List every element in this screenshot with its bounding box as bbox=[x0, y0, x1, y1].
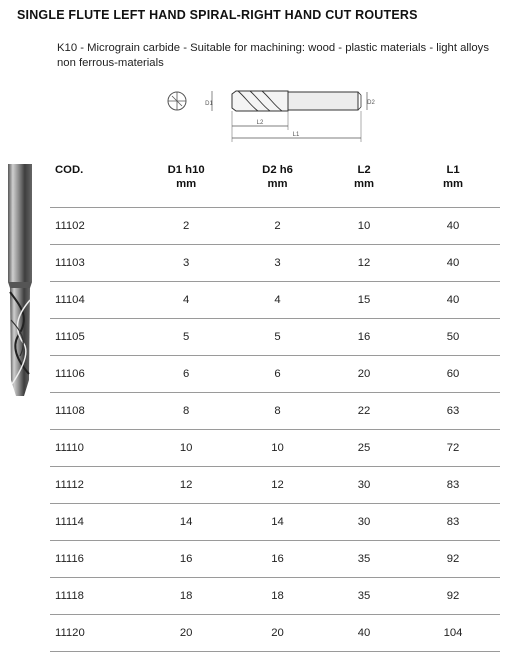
cell-l1: 40 bbox=[406, 282, 500, 319]
cell-l2: 25 bbox=[322, 430, 406, 467]
cell-cod: 11104 bbox=[50, 282, 139, 319]
cell-l2: 40 bbox=[322, 615, 406, 652]
cell-l1: 104 bbox=[406, 615, 500, 652]
cell-l2: 22 bbox=[322, 393, 406, 430]
cell-cod: 11106 bbox=[50, 356, 139, 393]
cell-d1: 14 bbox=[139, 504, 233, 541]
header-label: D2 h6 bbox=[262, 164, 293, 176]
cell-l2: 30 bbox=[322, 467, 406, 504]
table-row bbox=[50, 504, 500, 541]
cell-cod: 11114 bbox=[50, 504, 139, 541]
cell-l1: 63 bbox=[406, 393, 500, 430]
cell-d1: 18 bbox=[139, 578, 233, 615]
cell-d2: 14 bbox=[233, 504, 322, 541]
cell-l2: 15 bbox=[322, 282, 406, 319]
cell-l1: 83 bbox=[406, 467, 500, 504]
cell-d1: 10 bbox=[139, 430, 233, 467]
cell-l2: 16 bbox=[322, 319, 406, 356]
header-unit: mm bbox=[267, 178, 288, 190]
cell-d2: 8 bbox=[233, 393, 322, 430]
table-body bbox=[50, 208, 500, 652]
cell-l2: 35 bbox=[322, 541, 406, 578]
cell-cod: 11116 bbox=[50, 541, 139, 578]
cell-d2: 12 bbox=[233, 467, 322, 504]
cell-l1: 92 bbox=[406, 578, 500, 615]
cell-l2: 30 bbox=[322, 504, 406, 541]
table-row bbox=[50, 615, 500, 652]
cell-d2: 18 bbox=[233, 578, 322, 615]
table-row bbox=[50, 319, 500, 356]
header-unit: mm bbox=[354, 178, 375, 190]
cell-cod: 11112 bbox=[50, 467, 139, 504]
table-row bbox=[50, 282, 500, 319]
cell-l1: 60 bbox=[406, 356, 500, 393]
cell-cod: 11120 bbox=[50, 615, 139, 652]
end-view-icon bbox=[168, 92, 186, 110]
cell-cod: 11105 bbox=[50, 319, 139, 356]
table-row bbox=[50, 467, 500, 504]
cell-d2: 10 bbox=[233, 430, 322, 467]
cell-l1: 72 bbox=[406, 430, 500, 467]
cell-d2: 5 bbox=[233, 319, 322, 356]
cell-d2: 2 bbox=[233, 208, 322, 245]
table-row bbox=[50, 430, 500, 467]
cell-d2: 20 bbox=[233, 615, 322, 652]
cell-cod: 11118 bbox=[50, 578, 139, 615]
cell-l2: 35 bbox=[322, 578, 406, 615]
router-bit-image bbox=[0, 160, 44, 410]
cell-l2: 12 bbox=[322, 245, 406, 282]
cell-d1: 16 bbox=[139, 541, 233, 578]
table-row bbox=[50, 541, 500, 578]
cell-d1: 5 bbox=[139, 319, 233, 356]
table-row bbox=[50, 393, 500, 430]
product-description: K10 - Micrograin carbide - Suitable for machining: wood - plastic materials - light alloys non ferrous-materials bbox=[57, 42, 489, 69]
cell-d1: 2 bbox=[139, 208, 233, 245]
cell-l2: 10 bbox=[322, 208, 406, 245]
cell-cod: 11102 bbox=[50, 208, 139, 245]
column-header-d1 bbox=[139, 158, 233, 208]
header-label: L1 bbox=[446, 164, 460, 176]
d2-label: D2 bbox=[367, 100, 375, 106]
cell-d2: 6 bbox=[233, 356, 322, 393]
cell-d2: 3 bbox=[233, 245, 322, 282]
column-header-l1 bbox=[406, 158, 500, 208]
cell-d1: 12 bbox=[139, 467, 233, 504]
header-unit: mm bbox=[176, 178, 197, 190]
d1-label: D1 bbox=[205, 101, 213, 107]
cell-d2: 4 bbox=[233, 282, 322, 319]
cell-d2: 16 bbox=[233, 541, 322, 578]
cell-l1: 40 bbox=[406, 208, 500, 245]
table-row bbox=[50, 208, 500, 245]
column-header-l2 bbox=[322, 158, 406, 208]
header-label: COD. bbox=[55, 164, 84, 176]
cell-l1: 83 bbox=[406, 504, 500, 541]
cell-d1: 6 bbox=[139, 356, 233, 393]
table-row bbox=[50, 245, 500, 282]
router-side-view bbox=[232, 91, 361, 111]
cell-l1: 40 bbox=[406, 245, 500, 282]
cell-cod: 11103 bbox=[50, 245, 139, 282]
cell-cod: 11108 bbox=[50, 393, 139, 430]
header-unit: mm bbox=[442, 178, 464, 190]
table-header-row bbox=[50, 158, 500, 208]
column-header-d2 bbox=[233, 158, 322, 208]
page-title: SINGLE FLUTE LEFT HAND SPIRAL-RIGHT HAND CUT ROUTERS bbox=[17, 8, 418, 22]
cell-l1: 50 bbox=[406, 319, 500, 356]
column-header-cod bbox=[50, 158, 139, 208]
header-label: L2 bbox=[357, 164, 371, 176]
l1-label: L1 bbox=[292, 132, 300, 138]
header-label: D1 h10 bbox=[167, 164, 205, 176]
dimensions-table bbox=[50, 158, 500, 652]
cell-l1: 92 bbox=[406, 541, 500, 578]
cell-d1: 20 bbox=[139, 615, 233, 652]
router-dimension-diagram bbox=[166, 80, 376, 144]
cell-l2: 20 bbox=[322, 356, 406, 393]
cell-d1: 8 bbox=[139, 393, 233, 430]
l2-label: L2 bbox=[256, 120, 264, 126]
table-row bbox=[50, 578, 500, 615]
cell-d1: 3 bbox=[139, 245, 233, 282]
cell-d1: 4 bbox=[139, 282, 233, 319]
cell-cod: 11110 bbox=[50, 430, 139, 467]
table-row bbox=[50, 356, 500, 393]
